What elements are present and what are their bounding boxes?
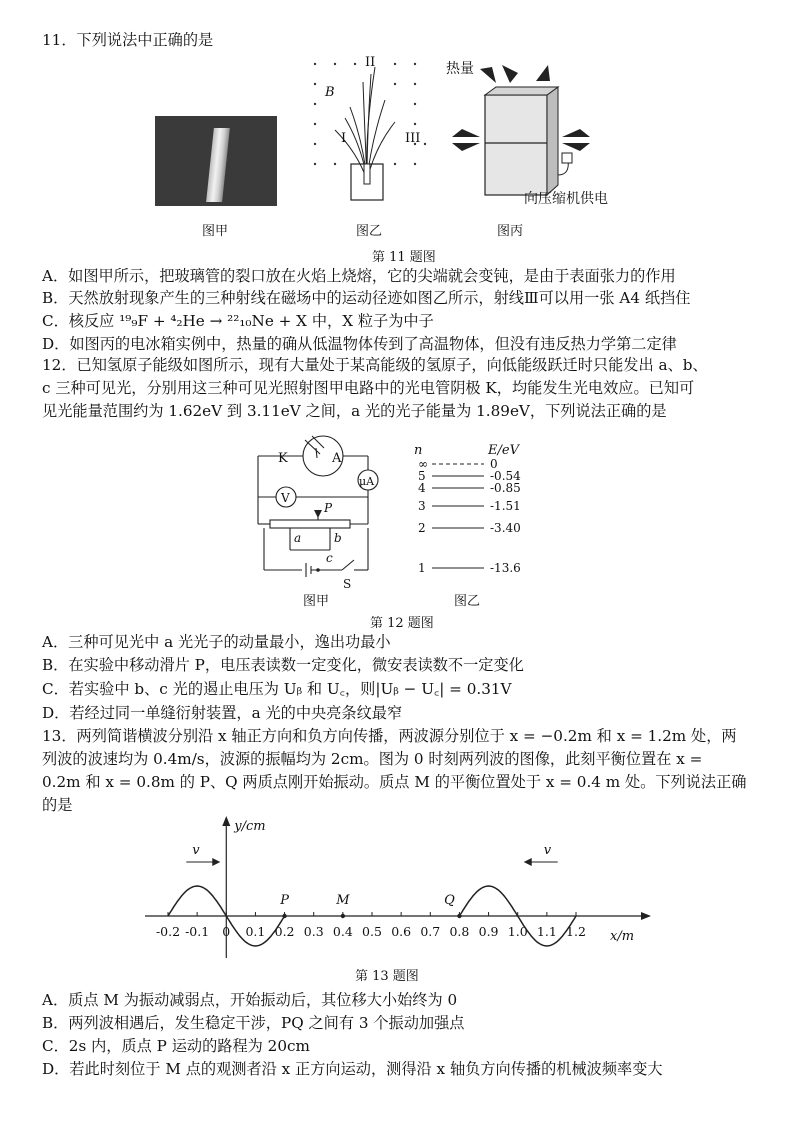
tick-label-6: 0.4	[332, 924, 353, 939]
field-B-label: B	[325, 85, 335, 100]
q13-option-A: A．质点 M 为振动减弱点，开始振动后，其位移大小始终为 0	[42, 991, 458, 1009]
glass-tube-photo	[155, 116, 277, 206]
tick-label-13: 1.1	[536, 924, 557, 939]
q13-option-B: B．两列波相遇后，发生稳定干涉，PQ 之间有 3 个振动加强点	[42, 1014, 465, 1032]
level-E-5: -13.6	[490, 561, 521, 575]
tick-label-2: 0	[222, 924, 231, 939]
velocity-label-1: v	[543, 843, 552, 858]
ray-III-label: III	[405, 131, 421, 146]
energy-level-diagram	[410, 440, 550, 585]
y-axis-label: y/cm	[234, 819, 266, 834]
x-axis-label: x/m	[610, 929, 635, 944]
ray-II-label: II	[365, 55, 376, 70]
photoelectric-circuit-figure	[250, 432, 400, 590]
point-dot-Q	[457, 914, 461, 918]
q12-figure-title: 第 12 题图	[370, 616, 434, 631]
voltmeter-label: V	[281, 491, 290, 505]
q11-option-D: D．如图丙的电冰箱实例中，热量的确从低温物体传到了高温物体，但没有违反热力学第二定律	[42, 335, 677, 353]
velocity-label-0: v	[192, 843, 200, 858]
tick-label-5: 0.3	[303, 924, 324, 939]
tick-label-7: 0.5	[362, 924, 382, 939]
q12-option-B: B．在实验中移动滑片 P，电压表读数一定变化，微安表读数不一定变化	[42, 656, 524, 674]
energy-level-rows	[418, 457, 521, 575]
y-axis-arrow	[222, 816, 230, 826]
level-n-5: 1	[418, 561, 426, 575]
tick-label-11: 0.9	[478, 924, 499, 939]
level-n-3: 3	[418, 499, 426, 513]
refrigerator-figure	[440, 55, 640, 215]
tick-label-4: 0.2	[274, 924, 295, 939]
n-axis-label: n	[414, 443, 423, 458]
microammeter-label: μA	[359, 475, 375, 488]
point-b-label: b	[334, 531, 342, 545]
wave-points	[279, 893, 461, 918]
point-label-Q: Q	[444, 893, 455, 908]
q11-option-A: A．如图甲所示，把玻璃管的裂口放在火焰上烧熔，它的尖端就会变钝，是由于表面张力的作用	[42, 267, 676, 285]
tick-label-10: 0.8	[449, 924, 470, 939]
q12-stem-line-2: c 三种可见光，分别用这三种可见光照射图甲电路中的光电管阴极 K，均能发生光电效应。已知可	[42, 379, 695, 397]
level-n-2: 4	[418, 481, 426, 495]
level-E-4: -3.40	[490, 521, 521, 535]
cathode-K-label: K	[278, 451, 288, 466]
q11-option-B: B．天然放射现象产生的三种射线在磁场中的运动径迹如图乙所示，射线Ⅲ可以用一张 A4 纸挡住	[42, 289, 691, 307]
level-E-1: -0.54	[490, 469, 521, 483]
level-n-0: ∞	[418, 457, 428, 471]
level-n-4: 2	[418, 521, 426, 535]
q12-option-C: C．若实验中 b、c 光的遏止电压为 Uᵦ 和 U꜀，则|Uᵦ − U꜀| = 0.31V	[42, 680, 512, 698]
heat-label: 热量	[446, 61, 474, 77]
tick-label-1: -0.1	[185, 924, 210, 939]
q12-fig-yi-caption: 图乙	[454, 594, 481, 609]
q13-option-D: D．若此时刻位于 M 点的观测者沿 x 正方向运动，测得沿 x 轴负方向传播的机械波频率变大	[42, 1060, 663, 1078]
x-axis-arrow	[641, 912, 651, 920]
q13-stem-line-4: 的是	[42, 796, 73, 814]
point-label-M: M	[336, 893, 350, 908]
slider-P-label: P	[324, 501, 333, 515]
wave-chart	[140, 812, 660, 960]
q12-fig-jia-caption: 图甲	[303, 594, 330, 609]
q12-option-A: A．三种可见光中 a 光光子的动量最小，逸出功最小	[42, 633, 391, 651]
q11-option-C: C．核反应 ¹⁹₉F + ⁴₂He → ²²₁₀Ne + X 中，X 粒子为中子	[42, 312, 434, 330]
magnetic-field-dots	[314, 63, 426, 165]
switch-S-label: S	[343, 577, 352, 590]
radiation-magnetic-field-figure	[305, 52, 435, 217]
q11-fig-bing-caption: 图丙	[497, 224, 524, 239]
q11-figure-title: 第 11 题图	[372, 250, 436, 265]
q11-fig-jia-caption: 图甲	[202, 224, 229, 239]
level-E-0: 0	[490, 457, 498, 471]
q11-fig-yi-caption: 图乙	[356, 224, 383, 239]
q13-option-C: C．2s 内，质点 P 运动的路程为 20cm	[42, 1037, 310, 1055]
q12-stem-line-1: 12．已知氢原子能级如图所示，现有大量处于某高能级的氢原子，向低能级跃迁时只能发出 a、b、	[42, 356, 708, 374]
tick-label-8: 0.6	[391, 924, 412, 939]
point-dot-P	[282, 914, 286, 918]
tick-label-0: -0.2	[155, 924, 181, 939]
level-E-3: -1.51	[490, 499, 521, 513]
q13-stem-line-3: 0.2m 和 x = 0.8m 的 P、Q 两质点刚开始振动。质点 M 的平衡位置处于 x = 0.4 m 处。下列说法正确	[42, 773, 747, 791]
point-a-label: a	[294, 531, 302, 545]
q12-option-D: D．若经过同一单缝衍射装置，a 光的中央亮条纹最窄	[42, 704, 403, 722]
q13-stem-line-2: 列波的波速均为 0.4m/s，波源的振幅均为 2cm。图为 0 时刻两列波的图像，此刻平衡位置在 x =	[42, 750, 703, 768]
point-label-P: P	[280, 893, 289, 908]
level-n-1: 5	[418, 469, 426, 483]
energy-axis-label: E/eV	[488, 443, 519, 458]
level-E-2: -0.85	[490, 481, 521, 495]
q13-stem-line-1: 13．两列简谐横波分别沿 x 轴正方向和负方向传播，两波源分别位于 x = −0.2m 和 x = 1.2m 处，两	[42, 727, 737, 745]
tick-label-14: 1.2	[566, 924, 586, 939]
q11-stem: 11．下列说法中正确的是	[42, 31, 214, 49]
point-dot-M	[341, 914, 345, 918]
q13-figure-title: 第 13 题图	[355, 969, 419, 984]
anode-A-label: A	[332, 451, 342, 466]
tick-label-3: 0.1	[245, 924, 266, 939]
ray-I-label: I	[341, 131, 347, 146]
tick-label-12: 1.0	[507, 924, 528, 939]
q12-stem-line-3: 见光能量范围约为 1.62eV 到 3.11eV 之间，a 光的光子能量为 1.89eV，下列说法正确的是	[42, 402, 667, 420]
power-label: 向压缩机供电	[524, 191, 608, 207]
tick-label-9: 0.7	[420, 924, 441, 939]
point-c-label: c	[326, 551, 333, 565]
